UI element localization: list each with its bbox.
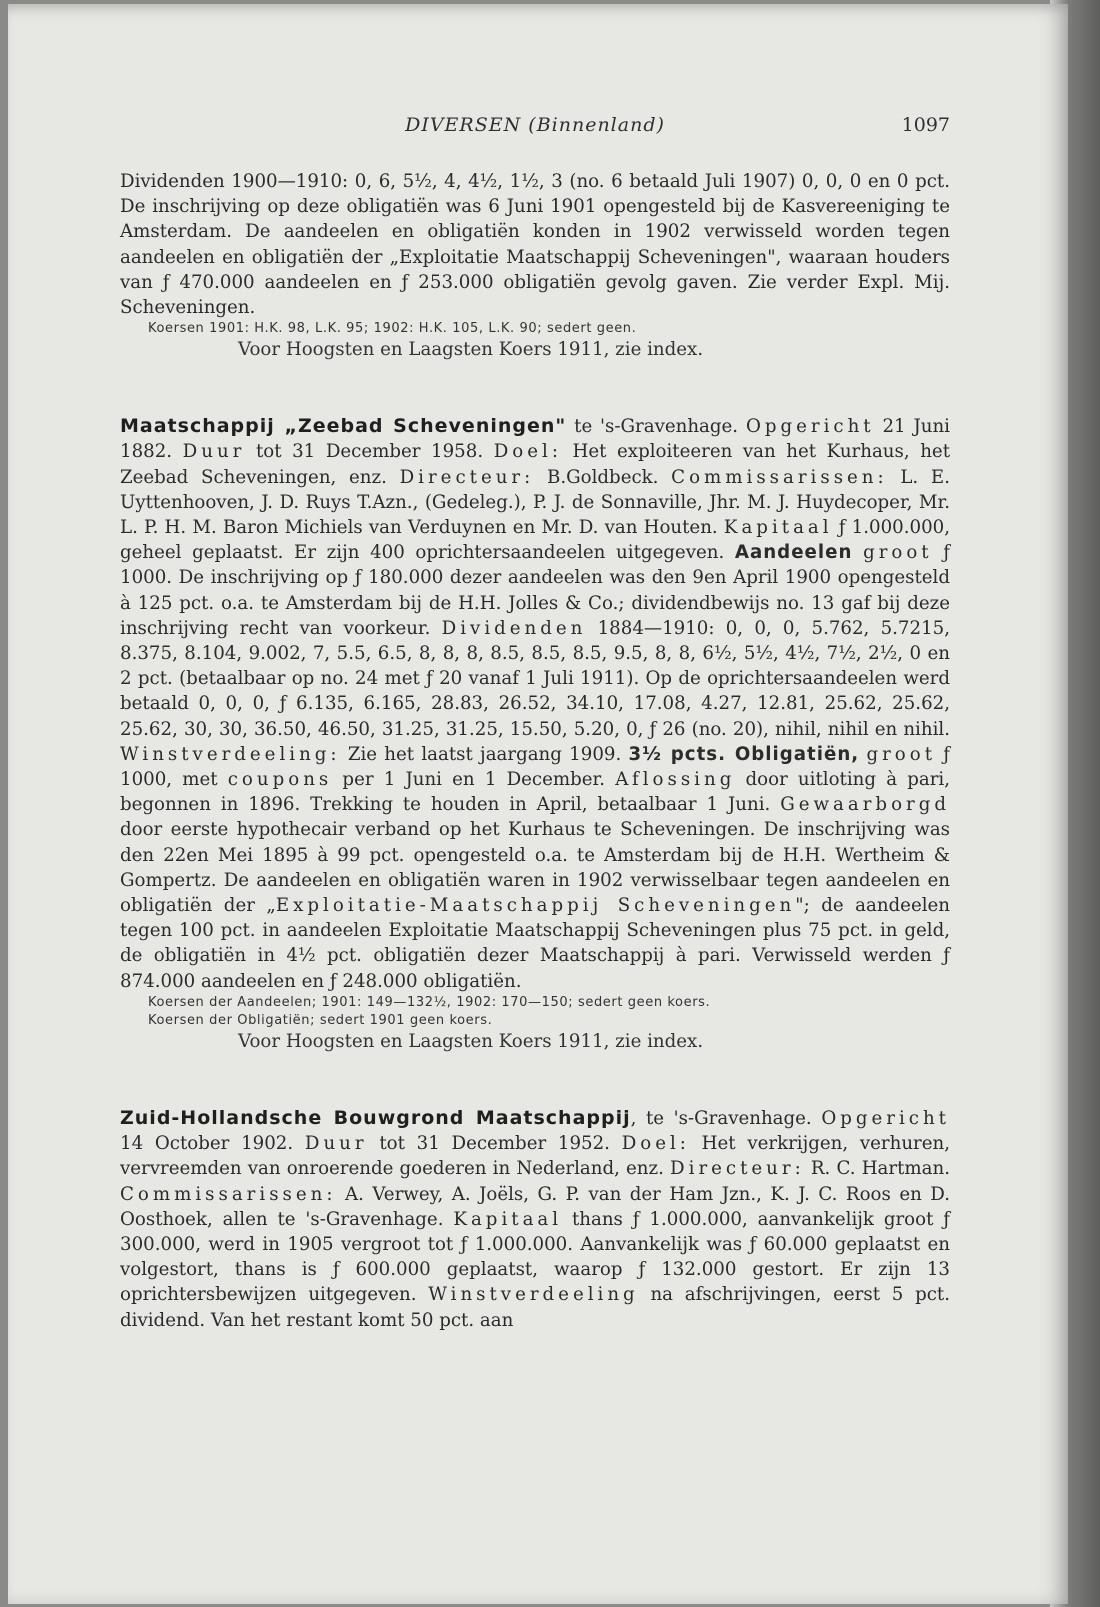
field-label-doel: Doel: bbox=[493, 441, 562, 463]
running-title: DIVERSEN (Binnenland) bbox=[405, 114, 665, 136]
field-label-kapitaal: Kapitaal bbox=[453, 1208, 563, 1230]
koersen-obligatien-note: Koersen der Obligatiën; sedert 1901 geen koers. bbox=[148, 1012, 493, 1028]
section-gap bbox=[120, 1054, 950, 1106]
field-label-directeur: Directeur: bbox=[399, 466, 535, 488]
field-label-doel: Doel: bbox=[621, 1133, 690, 1155]
spaced-company-reference: Exploitatie-Maatschappij Scheveningen bbox=[275, 895, 796, 917]
koers-reference: Voor Hoogsten en Laagsten Koers 1911, zie index. bbox=[238, 339, 704, 361]
field-label-duur: Duur bbox=[304, 1133, 368, 1155]
page-header bbox=[120, 114, 950, 148]
field-label-gewaarborgd: Gewaarborgd bbox=[780, 794, 950, 816]
continuation-paragraph: Dividenden 1900—1910: 0, 6, 5½, 4, 4½, 1½, 3 (no. 6 betaald Juli 1907) 0, 0, 0 en 0 pct. De inschrijving op deze obligatiën was 6 Juni 1901 opengesteld bij de Kasvereeniging te Amsterdam. De aandeelen en obligatiën konden in 1902 verwisseld worden tegen aandeelen en obligatiën der „Exploitatie Maatschappij Scheveningen", waaraan houders van ƒ 470.000 aandeelen en ƒ 253.000 obligatiën gevolg gaven. Zie verder Expl. Mij. Scheveningen. bbox=[120, 171, 950, 319]
field-label-commissarissen: Commissarissen: bbox=[120, 1183, 337, 1205]
field-label-duur: Duur bbox=[182, 441, 246, 463]
field-label-dividenden: Dividenden bbox=[441, 617, 587, 639]
koersen-aandeelen-note: Koersen der Aandeelen; 1901: 149—132½, 1902: 170—150; sedert geen koers. bbox=[148, 994, 711, 1010]
company-name: Zuid-Hollandsche Bouwgrond Maatschappij bbox=[120, 1106, 631, 1129]
field-label-winstverdeeling: Winstverdeeling bbox=[428, 1284, 639, 1306]
field-label-obligatien: 3½ pcts. Obligatiën, bbox=[628, 743, 860, 765]
company-name: Maatschappij „Zeebad Scheveningen" bbox=[120, 415, 567, 438]
field-label-commissarissen: Commissarissen: bbox=[671, 466, 888, 488]
koers-reference: Voor Hoogsten en Laagsten Koers 1911, zie index. bbox=[238, 1030, 704, 1052]
page-number: 1097 bbox=[901, 114, 950, 136]
field-label-aflossing: Aflossing bbox=[615, 769, 736, 791]
entry-zeebad-scheveningen: Maatschappij „Zeebad Scheveningen" te 's-Gravenhage. Opgericht 21 Juni 1882. Duur tot 31 December 1958. Doel: Het exploiteeren van het Kurhaus, het Zeebad Scheveningen, enz. Directeur: B.Goldbeck. Commissarissen: L. E. Uyttenhooven, J. D. Ruys T.Azn., (Gedeleg.), P. J. de Sonnaville, Jhr. M. J. Huydecoper, Mr. L. P. H. M. Baron Michiels van Verduynen en Mr. D. van Houten. Kapitaal ƒ 1.000.000, geheel geplaatst. Er zijn 400 oprichtersaandeelen uitgegeven. Aandeelen groot ƒ 1000. De inschrijving op ƒ 180.000 dezer aandeelen was den 9en April 1900 opengesteld à 125 pct. o.a. te Amsterdam bij de H.H. Jolles & Co.; dividendbewijs no. 13 gaf bij deze inschrijving recht van voorkeur. Dividenden 1884—1910: 0, 0, 0, 5.762, 5.7215, 8.375, 8.104, 9.002, 7, 5.5, 6.5, 8, 8, 8, 8.5, 8.5, 8.5, 9.5, 8, 8, 6½, 5½, 4½, 7½, 2½, 0 en 2 pct. (betaalbaar op no. 24 met ƒ 20 vanaf 1 Juli 1911). Op de oprichtersaandeelen werd betaald 0, 0, 0, ƒ 6.135, 6.165, 28.83, 26.52, 34.10, 17.08, 4.27, 12.81, 25.62, 25.62, 25.62, 30, 30, 36.50, 46.50, 31.25, 31.25, 15.50, 5.20, 0, ƒ 26 (no. 20), nihil, nihil en nihil. Winstverdeeling: Zie het laatst jaargang 1909. 3½ pcts. Obligatiën, groot ƒ 1000, met coupons per 1 Juni en 1 December. Aflossing door uitloting à pari, begonnen in 1896. Trekking te houden in April, betaalbaar 1 Juni. Gewaarborgd door eerste hypothecair verband op het Kurhaus te Scheveningen. De inschrijving was den 22en Mei 1895 à 99 pct. opengesteld o.a. te Amsterdam bij de H.H. Wertheim & Gompertz. De aandeelen en obligatiën waren in 1902 verwisselbaar tegen aandeelen en obligatiën der „Exploitatie-Maatschappij Scheveningen"; de aandeelen tegen 100 pct. in aandeelen Exploitatie Maatschappij Scheveningen plus 75 pct. in geld, de obligatiën in 4½ pct. obligatiën dezer Maatschappij à pari. Verwisseld werden ƒ 874.000 aandeelen en ƒ 248.000 obligatiën. bbox=[120, 415, 951, 992]
field-label-groot: groot bbox=[866, 743, 936, 765]
field-label-kapitaal: Kapitaal bbox=[723, 517, 833, 539]
document-page bbox=[8, 4, 1068, 1604]
section-gap bbox=[120, 362, 950, 414]
page-content bbox=[120, 169, 950, 1333]
koersen-note: Koersen 1901: H.K. 98, L.K. 95; 1902: H.K. 105, L.K. 90; sedert geen. bbox=[148, 321, 637, 337]
field-label-opgericht: Opgericht bbox=[745, 416, 875, 438]
field-label-groot: groot bbox=[863, 542, 933, 564]
field-label-aandeelen: Aandeelen bbox=[734, 542, 853, 564]
field-label-coupons: coupons bbox=[227, 769, 333, 791]
field-label-opgericht: Opgericht bbox=[821, 1107, 950, 1129]
field-label-winstverdeeling: Winstverdeeling: bbox=[120, 743, 341, 765]
entry-zuid-hollandsche-bouwgrond: Zuid-Hollandsche Bouwgrond Maatschappij, te 's-Gravenhage. Opgericht 14 October 1902. Duur tot 31 December 1952. Doel: Het verkrijgen, verhuren, vervreemden van onroerende goederen in Nederland, enz. Directeur: R. C. Hartman. Commissarissen: A. Verwey, A. Joëls, G. P. van der Ham Jzn., K. J. C. Roos en D. Oosthoek, allen te 's-Gravenhage. Kapitaal thans ƒ 1.000.000, aanvankelijk groot ƒ 300.000, werd in 1905 vergroot tot ƒ 1.000.000. Aanvankelijk was ƒ 60.000 geplaatst en volgestort, thans is ƒ 600.000 geplaatst, waarop ƒ 132.000 gestort. Er zijn 13 oprichtersbewijzen uitgegeven. Winstverdeeling na afschrijvingen, eerst 5 pct. dividend. Van het restant komt 50 pct. aan bbox=[120, 1106, 950, 1331]
field-label-directeur: Directeur: bbox=[670, 1158, 805, 1180]
